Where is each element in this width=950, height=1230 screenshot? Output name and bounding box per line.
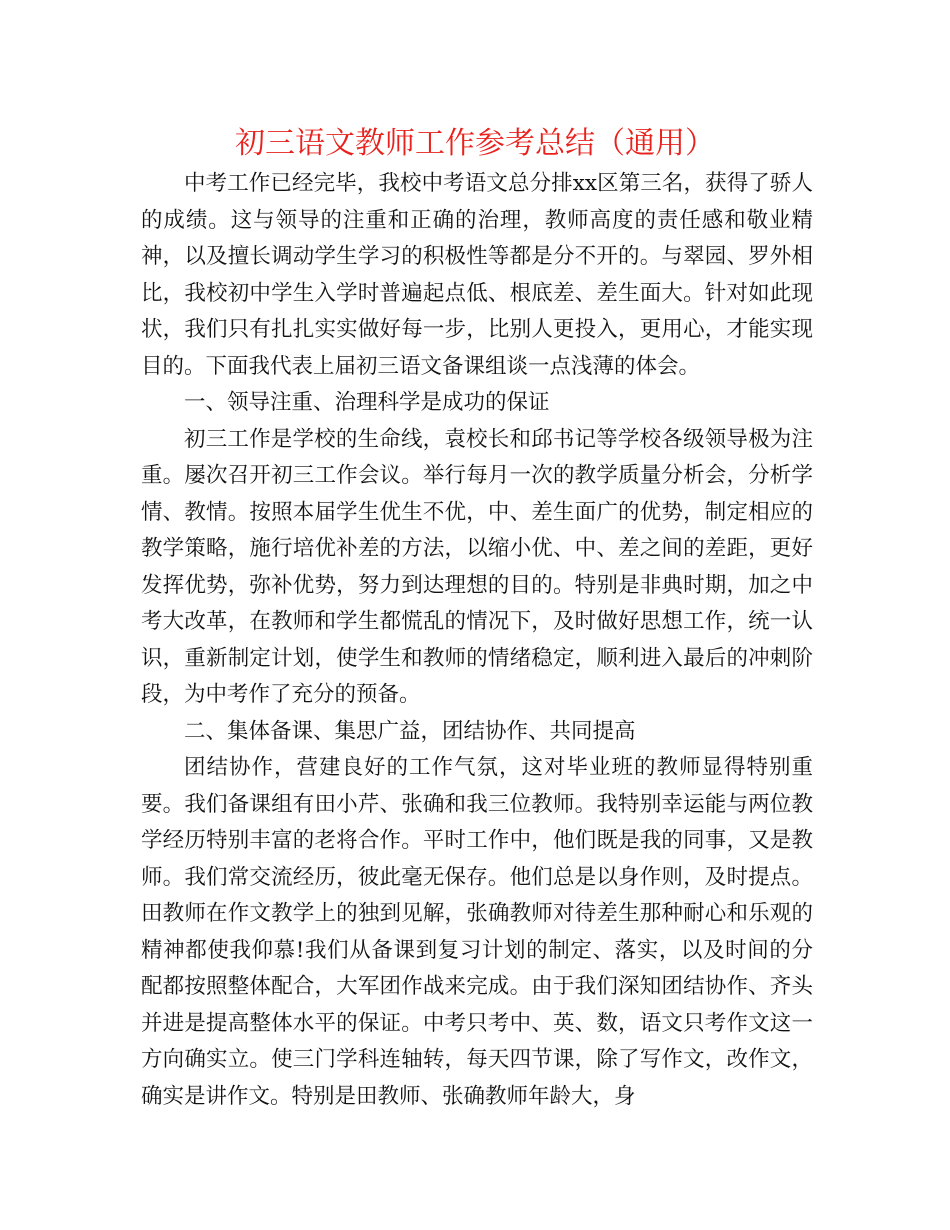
document-title: 初三语文教师工作参考总结（通用）: [235, 126, 715, 161]
paragraph-section-2: 团结协作，营建良好的工作气氛，这对毕业班的教师显得特别重要。我们备课组有田小芹、张确和我三位教师。我特别幸运能与两位教学经历特别丰富的老将合作。平时工作中，他们既是我的同事，又是教师。我们常交流经历，彼此毫无保存。他们总是以身作则，及时提点。田教师在作文教学上的独到见解，张确教师对待差生那种耐心和乐观的精神都使我仰慕!我们从备课到复习计划的制定、落实，以及时间的分配都按照整体配合，大军团作战来完成。由于我们深知团结协作、齐头并进是提高整体水平的保证。中考只考中、英、数，语文只考作文这一方向确实立。使三门学科连轴转，每天四节课，除了写作文，改作文，确实是讲作文。特别是田教师、张确教师年龄大，身: [141, 755, 813, 1109]
document-body: [141, 166, 813, 1115]
section-heading-1: 一、领导注重、治理科学是成功的保证: [184, 390, 550, 415]
section-heading-2: 二、集体备课、集思广益，团结协作、共同提高: [184, 718, 636, 744]
paragraph-intro: 中考工作已经完毕，我校中考语文总分排xx区第三名，获得了骄人的成绩。这与领导的注重和正确的治理，教师高度的责任感和敬业精神，以及擅长调动学生学习的积极性等都是分不开的。与翠园、罗外相比，我校初中学生入学时普遍起点低、根底差、差生面大。针对如此现状，我们只有扎扎实实做好每一步，比别人更投入，更用心，才能实现目的。下面我代表上届初三语文备课组谈一点浅薄的体会。: [141, 171, 813, 379]
paragraph-section-1: 初三工作是学校的生命线，袁校长和邱书记等学校各级领导极为注重。屡次召开初三工作会议。举行每月一次的教学质量分析会，分析学情、教情。按照本届学生优生不优，中、差生面广的优势，制定相应的教学策略，施行培优补差的方法，以缩小优、中、差之间的差距，更好发挥优势，弥补优势，努力到达理想的目的。特别是非典时期，加之中考大改革，在教师和学生都慌乱的情况下，及时做好思想工作，统一认识，重新制定计划，使学生和教师的情绪稳定，顺利进入最后的冲刺阶段，为中考作了充分的预备。: [141, 426, 813, 707]
